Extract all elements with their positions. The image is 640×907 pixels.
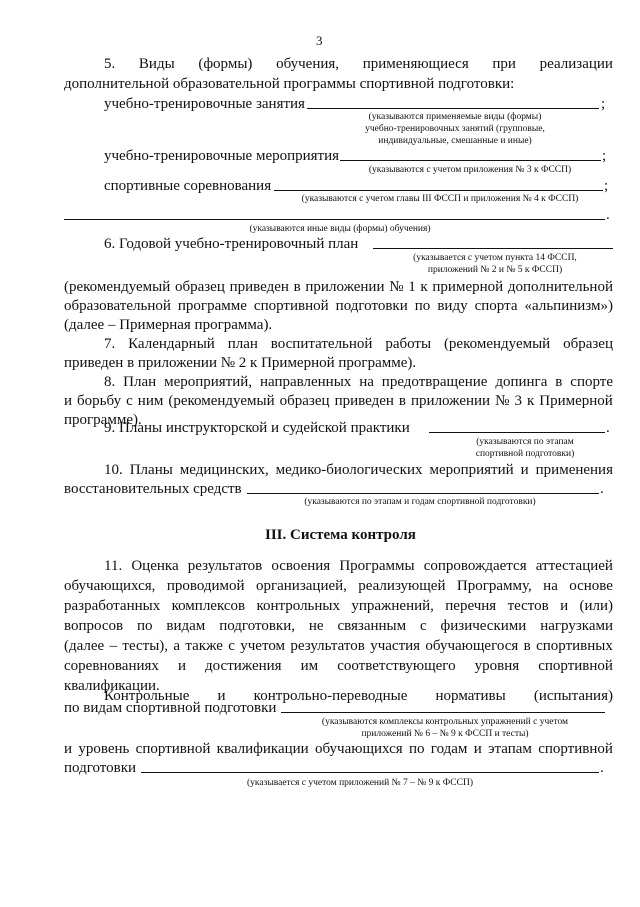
item11b-period: . — [600, 760, 604, 776]
word: 3 — [514, 393, 522, 409]
word: образец — [174, 279, 225, 295]
word: спорта — [474, 298, 518, 314]
word: (далее — [64, 638, 105, 654]
word: комплексов — [171, 598, 246, 614]
word: 8. — [104, 374, 116, 390]
word: 7. — [104, 336, 116, 352]
word: спортивной — [538, 658, 613, 674]
item11b-line2[interactable] — [141, 772, 599, 773]
item10-hint: (указываются по этапам и годам спортивной подготовки) — [304, 497, 536, 507]
item10-line[interactable] — [247, 493, 599, 494]
word: Планы — [129, 462, 173, 478]
word: № — [389, 279, 404, 295]
section-heading: III. Система контроля — [265, 527, 416, 543]
word: (или) — [579, 598, 613, 614]
word: к — [420, 279, 428, 295]
item11b-hint-2: приложений № 6 – № 9 к ФССП и тесты) — [361, 729, 529, 739]
word: Примерной — [539, 393, 613, 409]
word: план — [227, 336, 258, 352]
word: не — [308, 618, 324, 634]
word: программе — [177, 298, 247, 314]
word: обучающихся — [315, 741, 403, 757]
word: приложении — [411, 393, 491, 409]
word: соревнованиях — [64, 658, 159, 674]
item11-line6 — [64, 658, 613, 675]
item6-label: 6. Годовой учебно-тренировочный план — [104, 236, 359, 252]
word: спортивной — [538, 741, 613, 757]
word: и — [473, 741, 482, 757]
word: результатов — [290, 638, 365, 654]
word: примерной — [432, 279, 504, 295]
field2-semicolon: ; — [602, 148, 607, 164]
word: физическими — [440, 618, 527, 634]
word: обучающихся, — [64, 578, 156, 594]
word: перечня — [445, 598, 497, 614]
field2-label: учебно-тренировочные мероприятия — [104, 148, 340, 164]
item8-line2 — [64, 393, 613, 410]
word: 1 — [408, 279, 416, 295]
word: мероприятий, — [164, 374, 253, 390]
field4-hint: (указываются иные виды (формы) обучения) — [249, 224, 431, 234]
word: приведен — [334, 393, 394, 409]
word: организацией, — [255, 578, 347, 594]
word: и — [64, 741, 73, 757]
field1-hint-1: (указываются применяемые виды (формы) — [368, 112, 542, 122]
word: результатов — [187, 558, 263, 574]
field4-line[interactable] — [64, 219, 605, 220]
word: образец — [563, 336, 613, 352]
word: допинга — [495, 374, 548, 390]
word: образовательной — [64, 298, 171, 314]
word: проводимой — [166, 578, 245, 594]
word: с — [126, 393, 133, 409]
word: а — [173, 638, 181, 654]
word: 5. — [104, 56, 116, 72]
word: приложении — [305, 279, 385, 295]
word: и — [520, 462, 529, 478]
item9-hint-1: (указываются по этапам — [476, 437, 574, 447]
page-number: 3 — [316, 33, 323, 48]
item6-line1 — [64, 279, 613, 296]
item9-hint-2: спортивной подготовки) — [475, 449, 575, 459]
word: нормативы — [435, 688, 506, 704]
item8-line1 — [104, 374, 613, 391]
word: тестов — [507, 598, 549, 614]
word: спортивных — [536, 638, 613, 654]
item6-line[interactable] — [373, 248, 613, 249]
word: разработанных — [64, 598, 161, 614]
word: и — [64, 393, 73, 409]
word: с — [228, 638, 235, 654]
word: Календарный — [128, 336, 215, 352]
word: применения — [535, 462, 613, 478]
word: мероприятий — [429, 462, 514, 478]
word: – — [109, 638, 118, 654]
word: обучающегося — [425, 638, 519, 654]
word: уровня — [474, 658, 520, 674]
item11b-hint-1: (указываются комплексы контрольных упражнений с учетом — [321, 717, 569, 727]
item11b-label4: подготовки — [64, 760, 137, 776]
word: с — [419, 618, 427, 634]
word: упражнений, — [351, 598, 434, 614]
word: реализации — [539, 56, 613, 72]
word: контрольно-переводные — [253, 688, 408, 704]
field4-period: . — [606, 207, 610, 223]
word: аттестацией — [535, 558, 613, 574]
word: вопросов — [64, 618, 124, 634]
word: (рекомендуемый — [443, 336, 551, 352]
word: нагрузками — [540, 618, 613, 634]
item6-line2 — [64, 298, 613, 315]
item9-period: . — [606, 420, 610, 436]
word: подготовки — [335, 298, 408, 314]
word: работы — [385, 336, 432, 352]
word: подготовки, — [219, 618, 296, 634]
word: (рекомендуемый — [64, 279, 171, 295]
field1-label: учебно-тренировочные занятия — [104, 96, 305, 112]
word: План — [123, 374, 157, 390]
word: по — [408, 741, 425, 757]
word: сопровождается — [423, 558, 527, 574]
word: участия — [370, 638, 421, 654]
word: борьбу — [77, 393, 122, 409]
word: основе — [569, 578, 613, 594]
field2-hint: (указываются с учетом приложения № 3 к ФССП) — [368, 165, 572, 175]
word: «альпинизм») — [524, 298, 613, 314]
word: по — [137, 618, 153, 634]
item11-line7: квалификации. — [64, 678, 160, 694]
word: освоения — [271, 558, 331, 574]
item6-hint-1: (указывается с учетом пункта 14 ФССП, — [413, 253, 577, 263]
word: предотвращение — [381, 374, 488, 390]
field1-hint-3: индивидуальные, смешанные и иные) — [378, 136, 532, 146]
item11-line4 — [64, 618, 613, 635]
item11-line1 — [104, 558, 613, 575]
word: 11. — [104, 558, 123, 574]
item11-line5 — [64, 638, 613, 655]
word: и — [560, 598, 569, 614]
word: Программы — [339, 558, 415, 574]
word: соответствующего — [337, 658, 456, 674]
word: в — [555, 374, 563, 390]
word: Виды — [138, 56, 175, 72]
word: квалификации — [216, 741, 309, 757]
word: (формы) — [198, 56, 253, 72]
word: по — [414, 298, 431, 314]
item11b-hint2: (указывается с учетом приложений № 7 – № 9 к ФССП) — [247, 778, 473, 788]
word: и — [177, 658, 186, 674]
word: на — [359, 374, 374, 390]
word: годам — [430, 741, 468, 757]
word: в — [398, 393, 406, 409]
word: образец — [279, 393, 330, 409]
item9-line[interactable] — [429, 432, 605, 433]
word: учетом — [240, 638, 286, 654]
word: и — [217, 688, 226, 704]
field3-label: спортивные соревнования — [104, 178, 272, 194]
item9-label: 9. Планы инструкторской и судейской практики — [104, 420, 410, 436]
item10-label2: восстановительных средств — [64, 481, 242, 497]
word: воспитательной — [270, 336, 373, 352]
word: применяющиеся — [362, 56, 469, 72]
item7-line1 — [104, 336, 613, 353]
item11-line2 — [64, 578, 613, 595]
word: также — [185, 638, 223, 654]
item6-line3: (далее – Примерная программа). — [64, 317, 273, 333]
word: Программу, — [456, 578, 532, 594]
item10-period: . — [600, 481, 604, 497]
word: медицинских, — [179, 462, 269, 478]
word: связанным — [337, 618, 407, 634]
word: спортивной — [135, 741, 211, 757]
word: уровень — [78, 741, 130, 757]
word: (испытания) — [533, 688, 613, 704]
word: Контрольные — [104, 688, 190, 704]
item6-hint-2: приложений № 2 и № 5 к ФССП) — [427, 265, 563, 275]
field1-line[interactable] — [307, 108, 599, 109]
item8-line3: программе). — [64, 412, 142, 428]
field1-semicolon: ; — [601, 96, 606, 112]
word: при — [492, 56, 516, 72]
word: видам — [166, 618, 206, 634]
word: спорте — [570, 374, 613, 390]
word: направленных — [259, 374, 352, 390]
field1-hint-2: учебно-тренировочных занятий (групповые, — [365, 124, 545, 134]
word: спортивной — [253, 298, 329, 314]
item11b-line[interactable] — [281, 712, 605, 713]
item5-line2: дополнительной образовательной программы спортивной подготовки: — [64, 76, 515, 92]
word: достижения — [205, 658, 282, 674]
field3-semicolon: ; — [604, 178, 609, 194]
item11b-line3 — [64, 741, 613, 758]
field3-hint: (указываются с учетом главы III ФССП и приложения № 4 к ФССП) — [301, 194, 579, 204]
word: (рекомендуемый — [168, 393, 275, 409]
item7-line2: приведен в приложении № 2 к Примерной программе). — [64, 355, 417, 371]
field3-line[interactable] — [274, 190, 603, 191]
word: медико-биологических — [275, 462, 423, 478]
word: в — [293, 279, 301, 295]
word: 10. — [104, 462, 123, 478]
word: Оценка — [131, 558, 179, 574]
word: № — [495, 393, 510, 409]
word: в — [523, 638, 531, 654]
word: им — [300, 658, 319, 674]
word: обучения, — [276, 56, 340, 72]
word: ним — [137, 393, 164, 409]
word: приведен — [229, 279, 289, 295]
item11b-label2: по видам спортивной подготовки — [64, 700, 277, 716]
word: дополнительной — [507, 279, 613, 295]
word: к — [526, 393, 535, 409]
word: реализующей — [358, 578, 446, 594]
word: тесты), — [122, 638, 169, 654]
word: на — [543, 578, 558, 594]
word: этапам — [488, 741, 532, 757]
word: контрольных — [256, 598, 340, 614]
item5-line1 — [104, 56, 613, 73]
item10-line1 — [104, 462, 613, 479]
word: виду — [437, 298, 468, 314]
field2-line[interactable] — [340, 160, 601, 161]
item11-line3 — [64, 598, 613, 615]
